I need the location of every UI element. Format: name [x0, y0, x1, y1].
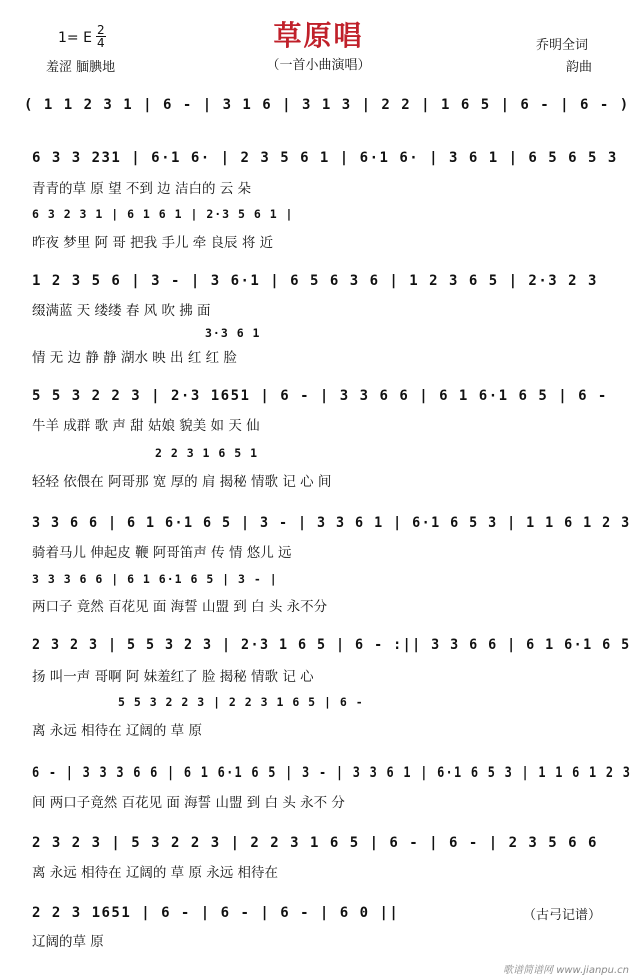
watermark: 歌谱简谱网 www.jianpu.cn	[503, 965, 629, 976]
lyric-line: 昨夜 梦里 阿 哥 把我 手儿 牵 良辰 将 近	[32, 235, 274, 251]
notation-line: 5 5 3 2 2 3 | 2·3 1651 | 6 - | 3 3 6 6 | 6 1 6·1 6 5 | 6 -	[32, 388, 608, 404]
transcriber-credit: （古弓记谱）	[523, 908, 602, 923]
notation-line: 2 3 2 3 | 5 5 3 2 3 | 2·3 1 6 5 | 6 - :|| 3 3 6 6 | 6 1 6·1 6 5	[32, 637, 631, 653]
notation-line: 6 3 3 231 | 6·1 6· | 2 3 5 6 1 | 6·1 6· | 3 6 1 | 6 5 6 5 3	[32, 150, 618, 166]
lyric-line: 牛羊 成群 歌 声 甜 姑娘 貌美 如 天 仙	[32, 418, 260, 434]
lyric-line: 缀满蓝 天 缕缕 春 风 吹 拂 面	[32, 303, 211, 319]
notation-line: 5 5 3 2 2 3 | 2 2 3 1 6 5 | 6 -	[118, 695, 364, 709]
lyric-line: 离 永远 相待在 辽阔的 草 原 永远 相待在	[32, 865, 279, 881]
meter-top: 2	[97, 23, 105, 37]
song-title: 草原唱	[273, 19, 364, 52]
lyricist-credit: 乔明全词	[536, 38, 589, 53]
expression-marking: 羞涩 腼腆地	[46, 60, 116, 75]
lyric-line: 扬 叫一声 哥啊 阿 妹羞红了 脸 揭秘 情歌 记 心	[32, 669, 314, 685]
lyric-line: 离 永远 相待在 辽阔的 草 原	[32, 723, 202, 739]
notation-line: 3 3 3 6 6 | 6 1 6·1 6 5 | 3 - |	[32, 572, 278, 586]
notation-line: 6 3 2 3 1 | 6 1 6 1 | 2·3 5 6 1 |	[32, 207, 294, 221]
lyric-line: 轻轻 依偎在 阿哥那 宽 厚的 肩 揭秘 情歌 记 心 间	[32, 474, 332, 490]
lyric-line: 青青的草 原 望 不到 边 洁白的 云 朵	[32, 181, 252, 197]
composer-credit: 韵曲	[566, 60, 593, 75]
notation-line: 2 2 3 1 6 5 1	[155, 446, 259, 460]
notation-line: 1 2 3 5 6 | 3 - | 3 6·1 | 6 5 6 3 6 | 1 2 3 6 5 | 2·3 2 3	[32, 273, 598, 289]
notation-line: ( 1 1 2 3 1 | 6 - | 3 1 6 | 3 1 3 | 2 2 | 1 6 5 | 6 - | 6 - )	[24, 97, 630, 113]
notation-line: 3·3 6 1	[205, 326, 261, 340]
lyric-line: 辽阔的草 原	[32, 934, 104, 950]
key-signature: 1= E	[58, 30, 92, 46]
lyric-line: 情 无 边 静 静 湖水 映 出 红 红 脸	[32, 350, 237, 366]
time-signature	[96, 24, 106, 49]
notation-line: 2 3 2 3 | 5 3 2 2 3 | 2 2 3 1 6 5 | 6 - | 6 - | 2 3 5 6 6	[32, 835, 598, 851]
song-subtitle: （一首小曲演唱）	[266, 58, 371, 73]
lyric-line: 两口子 竟然 百花见 面 海誓 山盟 到 白 头 永不分	[32, 599, 328, 615]
lyric-line: 骑着马儿 伸起皮 鞭 阿哥笛声 传 情 悠儿 远	[32, 545, 292, 561]
meter-bottom: 4	[97, 36, 105, 50]
lyric-line: 间 两口子竟然 百花见 面 海誓 山盟 到 白 头 永不 分	[32, 795, 345, 811]
notation-line: 3 3 6 6 | 6 1 6·1 6 5 | 3 - | 3 3 6 1 | 6·1 6 5 3 | 1 1 6 1 2 3	[32, 515, 631, 531]
notation-line: 6 - | 3 3 3 6 6 | 6 1 6·1 6 5 | 3 - | 3 3 6 1 | 6·1 6 5 3 | 1 1 6 1 2 3	[32, 765, 632, 781]
notation-line: 2 2 3 1651 | 6 - | 6 - | 6 - | 6 0 ||	[32, 905, 400, 921]
